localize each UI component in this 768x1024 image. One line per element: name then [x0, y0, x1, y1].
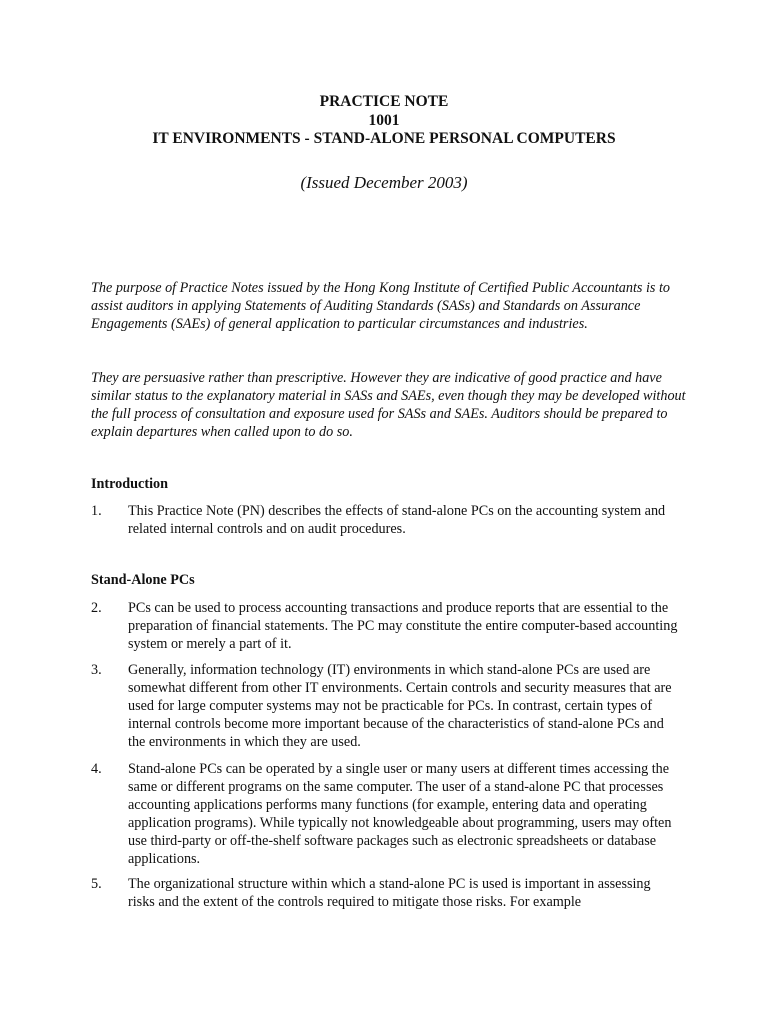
title-subject: IT ENVIRONMENTS - STAND-ALONE PERSONAL COMPUTERS	[152, 130, 616, 147]
paragraph-text: Stand-alone PCs can be operated by a single user or many users at different times accessing the same or different programs on the same computer. The user of a stand-alone PC that processes accounting applications performs many functions (for example, entering data and operating application programs). While typically not knowledgeable about programming, users may often use third-party or off-the-shelf software packages such as electronic spreadsheets or database applications.	[128, 761, 672, 867]
document-title	[0, 93, 768, 149]
paragraph-text: The organizational structure within which a stand-alone PC is used is important in assessing risks and the extent of the controls required to mitigate those risks. For example	[128, 876, 651, 910]
purpose-paragraph: The purpose of Practice Notes issued by the Hong Kong Institute of Certified Public Accountants is to assist auditors in applying Statements of Auditing Standards (SASs) and Standards on Assurance Engagements (SAEs) of general application to particular circumstances and industries.	[91, 280, 670, 332]
title-number: 1001	[368, 111, 400, 129]
paragraph-text: PCs can be used to process accounting transactions and produce reports that are essential to the preparation of financial statements. The PC may constitute the entire computer-based accounting system or merely a part of it.	[128, 600, 678, 652]
paragraph-number: 1.	[91, 503, 102, 519]
paragraph-text: This Practice Note (PN) describes the effects of stand-alone PCs on the accounting system and related internal controls and on audit procedures.	[128, 503, 666, 537]
standalone-pcs-heading: Stand-Alone PCs	[91, 572, 195, 588]
paragraph-number: 3.	[91, 662, 102, 678]
paragraph-number: 2.	[91, 600, 102, 616]
paragraph-text: Generally, information technology (IT) environments in which stand-alone PCs are used are somewhat different from other IT environments. Certain controls and security measures that are used for large computer systems may not be practicable for PCs. In contrast, certain types of internal controls become more important because of the characteristics of stand-alone PCs and the environments in which they are used.	[128, 662, 672, 750]
introduction-heading: Introduction	[91, 476, 168, 492]
persuasive-paragraph: They are persuasive rather than prescriptive. However they are indicative of good practice and have similar status to the explanatory material in SASs and SAEs, even though they may be developed without the full process of consultation and exposure used for SASs and SAEs. Auditors should be prepared to explain departures when called upon to do so.	[91, 370, 686, 440]
paragraph-number: 4.	[91, 761, 102, 777]
title-practice-note: PRACTICE NOTE	[319, 93, 449, 110]
paragraph-number: 5.	[91, 876, 102, 892]
issued-date: (Issued December 2003)	[300, 173, 468, 192]
